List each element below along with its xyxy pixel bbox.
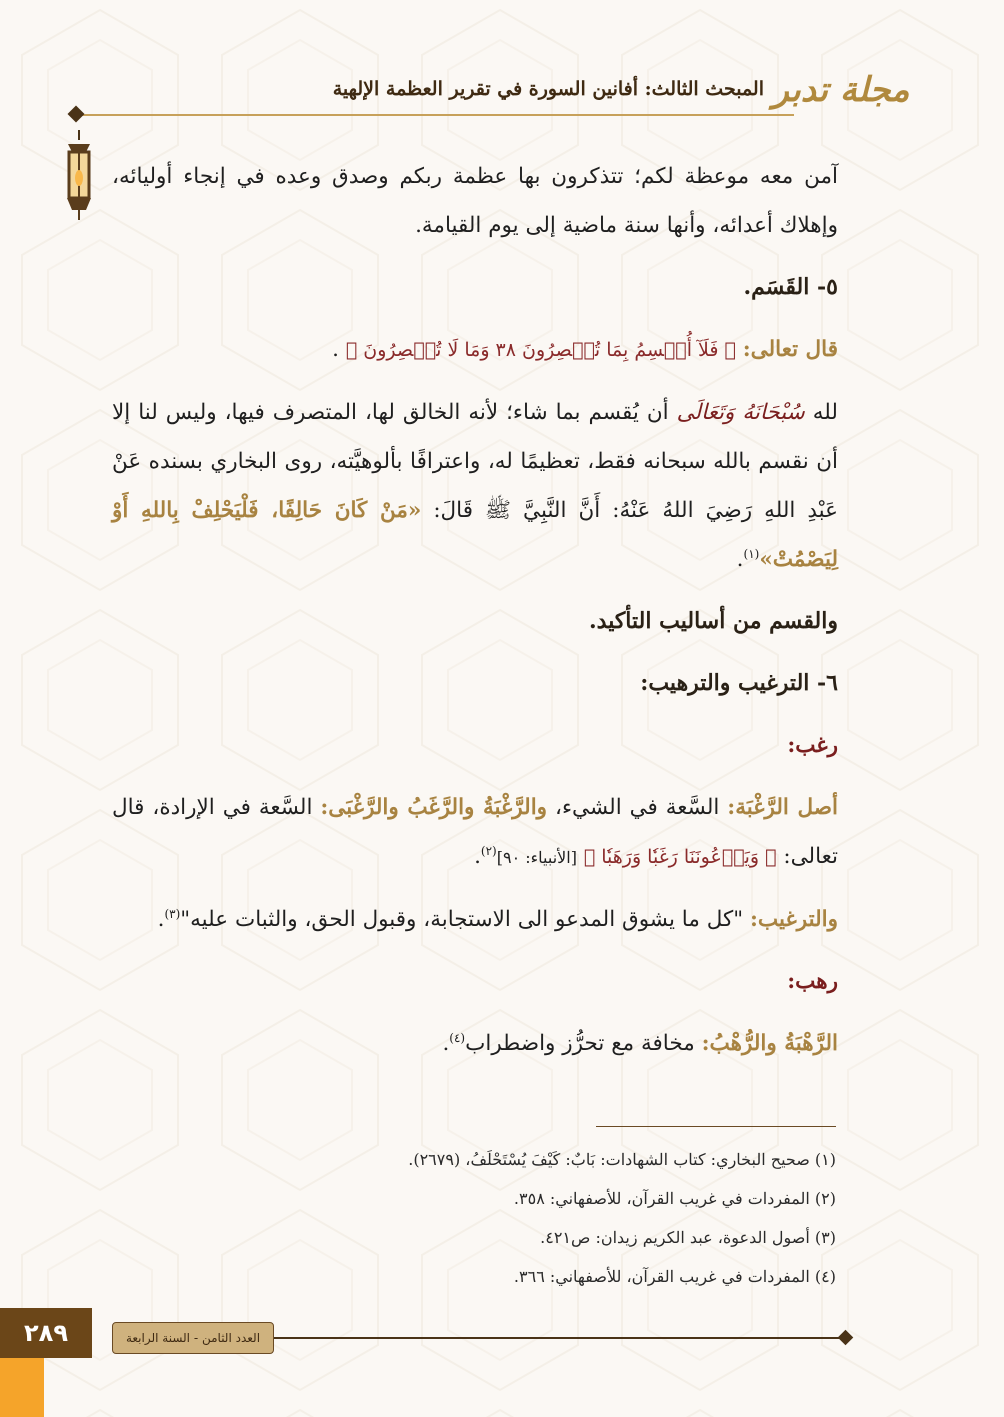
targhib-label: والترغيب: xyxy=(749,907,838,932)
subheading-rahab: رهب: xyxy=(787,969,838,994)
verse-2-end: . xyxy=(474,844,481,869)
asl-raghba-text: السَّعة في الشيء، xyxy=(555,795,720,820)
rahba-definition: مخافة مع تحرُّز واضطراب xyxy=(465,1031,695,1056)
magazine-logo: مجلة تدبر xyxy=(772,70,910,110)
footnotes-divider xyxy=(596,1126,836,1127)
verse-end: . xyxy=(332,337,339,362)
paragraph-oath xyxy=(112,388,838,584)
issue-badge: العدد الثامن - السنة الرابعة xyxy=(112,1322,274,1354)
footnote-item xyxy=(300,1257,836,1296)
footnote-item xyxy=(300,1218,836,1257)
verse-2-reference: [الأنبياء: ٩٠] xyxy=(496,848,577,867)
footnote-item xyxy=(300,1179,836,1218)
rahba-label: الرَّهْبَةُ والرُّهْبُ: xyxy=(701,1031,838,1056)
section-heading-oath: ٥- القَسَم. xyxy=(743,274,838,300)
footer-divider xyxy=(272,1337,844,1339)
header-divider xyxy=(78,114,794,116)
page-number: ٢٨٩ xyxy=(0,1308,92,1358)
section-heading-targhib: ٦- الترغيب والترهيب: xyxy=(640,670,838,696)
corner-accent-block xyxy=(0,1358,44,1417)
paragraph-oath-body: أن يُقسم بما شاء؛ لأنه الخالق لها، المتصرف فيها، وليس لنا إلا أن نقسم بالله سبحانه فقط، تعظيمًا له، واعترافًا بألوهيَّته، روى البخاري بسنده عَنْ عَبْدِ اللهِ رَضِيَ اللهُ عَنْهُ: أَنَّ النَّبِيَّ ﷺ قَالَ: xyxy=(112,400,838,523)
verse-line-oath xyxy=(112,325,838,375)
main-content xyxy=(112,152,838,1081)
footnote-text: صحيح البخاري: كتاب الشهادات: بَابٌ: كَيْفَ يُسْتَحْلَفُ، (٢٦٧٩). xyxy=(408,1150,810,1169)
footnote-ref-2[interactable]: (٢) xyxy=(480,843,497,858)
paragraph-targhib xyxy=(112,895,838,944)
lantern-icon xyxy=(58,130,100,222)
footnote-item xyxy=(300,1140,836,1179)
footnote-ref-3[interactable]: (٣) xyxy=(164,906,181,921)
paragraph-intro: آمن معه موعظة لكم؛ تتذكرون بها عظمة ربكم وصدق وعده في إنجاء أوليائه، وإهلاك أعدائه، وأنها سنة ماضية إلى يوم القيامة. xyxy=(112,164,838,238)
footnote-number: (٢) xyxy=(814,1189,836,1208)
footnote-text: المفردات في غريب القرآن، للأصفهاني: ٣٦٦. xyxy=(513,1267,810,1286)
chapter-header-title: المبحث الثالث: أفانين السورة في تقرير العظمة الإلهية xyxy=(332,78,764,100)
honorific-phrase: سُبْحَانَهُ وَتَعَالَى xyxy=(676,400,805,425)
subheading-ragab: رغب: xyxy=(787,733,838,758)
paragraph-emphasis: والقسم من أساليب التأكيد. xyxy=(588,608,838,634)
hadith-end: . xyxy=(736,547,744,572)
footnote-number: (٣) xyxy=(814,1228,836,1247)
paragraph-raghba xyxy=(112,783,838,882)
asl-raghba-label: أصل الرَّغْبَة: xyxy=(727,795,838,820)
footnote-text: المفردات في غريب القرآن، للأصفهاني: ٣٥٨. xyxy=(513,1189,810,1208)
targhib-definition: "كل ما يشوق المدعو الى الاستجابة، وقبول الحق، والثبات عليه" xyxy=(180,907,744,932)
targhib-end: . xyxy=(157,907,165,932)
footnote-text: أصول الدعوة، عبد الكريم زيدان: ص٤٢١. xyxy=(540,1228,810,1247)
paragraph-rahba xyxy=(112,1019,838,1068)
raghba-terms-label: والرَّغْبَةُ والرَّغَبُ والرَّغْبَى: xyxy=(320,795,548,820)
quran-verse-2: ﴿ وَيَدۡعُونَنَا رَغَبٗا وَرَهَبٗا ﴾ xyxy=(583,846,777,868)
paragraph-oath-start: لله xyxy=(812,400,838,425)
footnote-ref-4[interactable]: (٤) xyxy=(449,1030,466,1045)
hadith-quote: «مَنْ كَانَ حَالِفًا، فَلْيَحْلِفْ بِاللهِ أَوْ لِيَصْمُتْ» xyxy=(112,498,838,572)
footnote-number: (٤) xyxy=(814,1267,836,1286)
rahba-end: . xyxy=(442,1031,450,1056)
footnotes xyxy=(300,1140,836,1296)
footnote-ref-1[interactable]: (١) xyxy=(743,546,760,561)
qal-taala-label: قال تعالى: xyxy=(742,337,838,362)
footnote-number: (١) xyxy=(814,1150,836,1169)
raghba-text: السَّعة في الإرادة، قال تعالى: xyxy=(112,795,838,869)
quran-verse: ﴿ فَلَآ أُقۡسِمُ بِمَا تُبۡصِرُونَ ٣٨ وَمَا لَا تُبۡصِرُونَ ﴾ xyxy=(345,339,736,361)
